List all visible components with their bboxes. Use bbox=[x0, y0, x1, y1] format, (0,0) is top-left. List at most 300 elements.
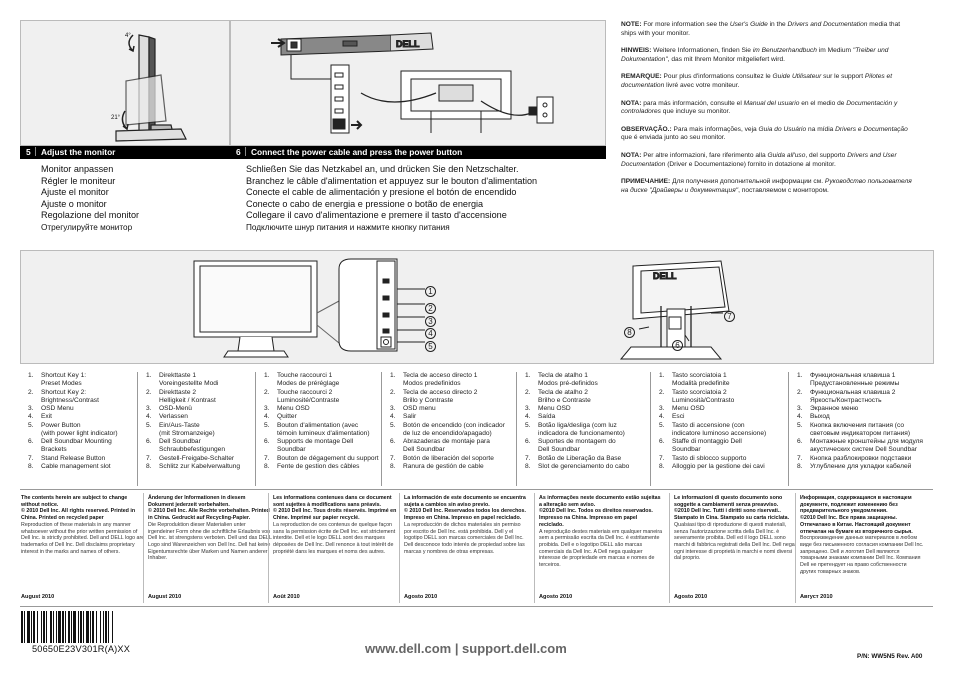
legend-item bbox=[659, 380, 791, 388]
step6-line: Branchez le câble d'alimentation et appuyez sur le bouton d'alimentation bbox=[246, 175, 538, 186]
legend-item bbox=[659, 372, 791, 380]
legend-item bbox=[264, 380, 396, 388]
legend-item-text: Botão de Liberação da Base bbox=[538, 454, 622, 462]
legend-item bbox=[659, 438, 791, 446]
step5-line: Regolazione del monitor bbox=[41, 210, 140, 221]
legal-text: Воспроизведение данных материалов в любом виде без письменного согласия компании Dell Inc. запрещено. Dell и логотип Dell являются товарными знаками компании Dell Inc. Компания Dell не претендует на право собственности других товарных знаков. bbox=[800, 535, 924, 575]
legend-item-number: 4. bbox=[525, 413, 531, 421]
step6-line: Conecte el cable de alimentación y presione el botón de encendido bbox=[246, 187, 517, 198]
legend-item-text: Shortcut Key 2: bbox=[41, 388, 87, 396]
monitor-features-panel bbox=[20, 250, 934, 364]
legal-notice bbox=[539, 495, 663, 569]
legend-item bbox=[28, 405, 160, 413]
legend-item-number bbox=[659, 397, 672, 405]
legal-text: Die Reproduktion dieser Materialien unter irgendeiner Form ohne die schriftliche Erlaubnis von Dell Inc. ist strengstens verboten. Dell und das DELL Logo sind Warenzeichen von Dell Inc. Dell hat keine Eigentumsrechte über Marken und Namen anderer Inhaber. bbox=[148, 521, 272, 562]
legend-item-number: 6. bbox=[146, 438, 152, 445]
tilt-down-angle-label: 21° bbox=[111, 115, 121, 121]
legend-item bbox=[797, 430, 929, 438]
legend-item-text: Direkttaste 1 bbox=[159, 372, 197, 379]
legend-item-text: Fente de gestion des câbles bbox=[277, 462, 360, 470]
legend-item-number: 5. bbox=[659, 421, 665, 429]
legend-item-text: Углубление для укладки кабелей bbox=[810, 462, 912, 470]
legend-item-text: Botón de liberación del soporte bbox=[403, 454, 494, 462]
legend-item-number: 8. bbox=[264, 462, 270, 470]
legend-item-text: indicadora de funcionamento) bbox=[538, 429, 625, 437]
legend-item-number: 6. bbox=[264, 438, 270, 445]
legend-item bbox=[390, 413, 522, 421]
print-date: Agosto 2010 bbox=[674, 594, 708, 600]
legend-item-text: OSD menu bbox=[403, 405, 436, 412]
legend-item-text: Menu OSD bbox=[672, 405, 705, 412]
legend-item-text: Tecla de acceso directo 2 bbox=[403, 388, 478, 396]
part-number: P/N: WW5N5 Rev. A00 bbox=[857, 653, 923, 660]
legend-item-text: Salir bbox=[403, 413, 417, 421]
legend-item-number: 5. bbox=[797, 421, 803, 429]
legend-item-number: 2. bbox=[390, 388, 396, 396]
legend-item-text: Brilho e Contraste bbox=[538, 396, 591, 404]
legend-item-number bbox=[28, 397, 41, 405]
legend-item bbox=[390, 422, 522, 430]
legend-item-text: Bouton d'alimentation (avec bbox=[277, 421, 359, 429]
legend-item bbox=[28, 397, 160, 405]
legend-item-text: Menu OSD bbox=[277, 405, 310, 412]
legend-item bbox=[390, 389, 522, 397]
legend-item bbox=[659, 430, 791, 438]
legend-item-text: Tasto scorciatoia 2 bbox=[672, 388, 727, 396]
step5-line: Ajuste o monitor bbox=[41, 198, 107, 209]
legend-item-number: 8. bbox=[525, 462, 531, 470]
legend-item bbox=[264, 397, 396, 405]
legend-item bbox=[146, 389, 278, 397]
legend-item-number: 3. bbox=[797, 405, 803, 412]
legend-item-number bbox=[264, 430, 277, 438]
print-date: August 2010 bbox=[148, 594, 182, 600]
legend-item-number: 6. bbox=[525, 438, 531, 445]
legend-item-text: Dell Soundbar bbox=[403, 446, 445, 454]
legend-item-text: Brillo y Contraste bbox=[403, 396, 454, 404]
legend-item bbox=[146, 430, 278, 438]
legend-item bbox=[797, 446, 929, 454]
step6-line: Подключите шнур питания и нажмите кнопку питания bbox=[246, 222, 450, 232]
legend-item bbox=[797, 463, 929, 471]
legend-item bbox=[797, 380, 929, 388]
legend-item-text: Direkttaste 2 bbox=[159, 388, 197, 396]
legend-item-number bbox=[146, 380, 159, 388]
legend-item bbox=[28, 389, 160, 397]
barcode bbox=[21, 611, 159, 643]
legend-item-number bbox=[264, 380, 277, 388]
legend-divider bbox=[788, 372, 789, 486]
legend-item bbox=[390, 380, 522, 388]
power-cable-illustration bbox=[231, 21, 607, 147]
legend-item bbox=[525, 405, 657, 413]
step6-line: Conecte o cabo de energia e pressione o botão de energia bbox=[246, 198, 484, 209]
callout-4: 4 bbox=[425, 323, 436, 341]
legend-item bbox=[146, 397, 278, 405]
legend-item-text: Brightness/Contrast bbox=[41, 396, 99, 404]
legend-item-number: 1. bbox=[659, 372, 665, 379]
legend-item-number bbox=[264, 446, 277, 454]
legend-item bbox=[146, 372, 278, 380]
legend-item-text: OSD-Menü bbox=[159, 405, 192, 412]
legend-item-text: Touche raccourci 1 bbox=[277, 372, 333, 379]
legend-item-text: Dell Soundbar bbox=[159, 438, 201, 445]
legend-item-text: Supports de montage Dell bbox=[277, 438, 354, 445]
step5-line: Ajuste el monitor bbox=[41, 187, 109, 198]
legal-text: Les informations contenues dans ce document sont sujettes à modifications sans préavis. bbox=[273, 495, 392, 508]
legend-item-number: 5. bbox=[264, 421, 270, 429]
legend-column bbox=[525, 372, 657, 471]
legend-item-text: Botón de encendido (con indicador bbox=[403, 421, 505, 429]
legend-item-number bbox=[797, 397, 810, 405]
legend-item-text: Power Button bbox=[41, 421, 81, 429]
legal-notice bbox=[148, 495, 272, 562]
legend-item bbox=[28, 372, 160, 380]
legend-item bbox=[390, 372, 522, 380]
step6-title: Connect the power cable and press the power button bbox=[251, 147, 463, 157]
step5-line: Monitor anpassen bbox=[41, 164, 114, 174]
legend-item-text: Touche raccourci 2 bbox=[277, 388, 333, 396]
legend-item-number: 1. bbox=[28, 372, 34, 379]
legend-item bbox=[264, 389, 396, 397]
legend-item bbox=[525, 455, 657, 463]
legal-text: © 2010 Dell Inc. Tous droits réservés. Imprimé en Chine. Imprimé sur papier recyclé. bbox=[273, 508, 397, 522]
legend-item-text: OSD Menu bbox=[41, 405, 74, 412]
legend-item bbox=[659, 389, 791, 397]
callout-6: 6 bbox=[672, 335, 683, 353]
legend-item-number: 8. bbox=[797, 462, 803, 470]
legend-item-text: акустических систем Dell Soundbar bbox=[810, 446, 917, 454]
legend-item bbox=[797, 413, 929, 421]
legal-text: La reproduction de ces contenus de quelque façon sans la permission écrite de Dell Inc. est strictement interdite. Dell et le logo DELL sont des marques déposées de Dell Inc. Dell renonce à tout intérêt de propriété dans les marques et noms des autres. bbox=[273, 521, 396, 555]
note-en: NOTE: For more information see the User's Guide in the Drivers and Documentation media that ships with your monitor. bbox=[621, 21, 901, 37]
legend-item-text: Tasto di sblocco supporto bbox=[672, 454, 747, 462]
legal-text: ©2010 Dell Inc. Tutti i diritti sono riservati.. Stampato in Cina. Stampato su carta riciclata. bbox=[674, 508, 790, 522]
legend-item-text: Tasto di accensione (con bbox=[672, 421, 745, 429]
legal-text: ©2010 Dell Inc. Todos os direitos reservados. Impresso na China. Impresso em papel reciclado. bbox=[539, 508, 653, 528]
legend-column bbox=[797, 372, 929, 471]
print-date: Август 2010 bbox=[800, 594, 833, 600]
legend-item-text: Preset Modes bbox=[41, 380, 82, 388]
legend-divider bbox=[255, 372, 256, 486]
legal-divider bbox=[399, 493, 400, 603]
legal-top-rule bbox=[20, 489, 933, 490]
legend-item-number bbox=[390, 397, 403, 405]
legend-item-text: de luz de encendido/apagado) bbox=[403, 429, 492, 437]
legend-item bbox=[797, 422, 929, 430]
legend-item bbox=[525, 430, 657, 438]
legend-item-number bbox=[525, 430, 538, 438]
legal-notice bbox=[404, 495, 528, 555]
legend-item-text: indicatore luminoso accensione) bbox=[672, 429, 767, 437]
legend-item bbox=[525, 389, 657, 397]
legend-item-number: 6. bbox=[659, 438, 665, 445]
legend-item bbox=[28, 380, 160, 388]
legend-item-number bbox=[659, 380, 672, 388]
legal-text: ©2010 Dell Inc. Все права защищены. Отпечатано в Китае. Настоящий документ отпечатан на бумаге из вторичного сырья. bbox=[800, 515, 913, 535]
legal-notice bbox=[21, 495, 145, 555]
legend-item bbox=[28, 446, 160, 454]
legend-item-number bbox=[146, 446, 159, 454]
legend-item-text: Cable management slot bbox=[41, 462, 111, 470]
legal-bottom-rule bbox=[20, 606, 933, 607]
step5-number: 5 bbox=[26, 147, 31, 157]
legend-item bbox=[525, 397, 657, 405]
legend-item-text: Staffe di montaggio Dell bbox=[672, 438, 742, 445]
legend-item-number: 8. bbox=[390, 462, 396, 470]
dell-logo-label: DELL bbox=[396, 39, 420, 49]
legend-item bbox=[525, 446, 657, 454]
legend-item-text: Shortcut Key 1: bbox=[41, 372, 87, 379]
step5-line: Отрегулируйте монитор bbox=[41, 222, 133, 232]
legend-item bbox=[28, 438, 160, 446]
legend-item-text: Saída bbox=[538, 413, 556, 421]
legend-item-text: Dell Soundbar bbox=[538, 446, 580, 454]
legend-item-number bbox=[28, 380, 41, 388]
legend-item-number: 7. bbox=[525, 454, 531, 462]
legend-item-text: Кнопка разблокировки подставки bbox=[810, 454, 912, 462]
print-date: August 2010 bbox=[21, 594, 55, 600]
legend-item-number: 7. bbox=[390, 454, 396, 462]
legend-item-number: 3. bbox=[659, 405, 665, 412]
step5-translations bbox=[41, 164, 139, 234]
legend-item-text: Ein/Aus-Taste bbox=[159, 421, 200, 429]
legend-item-number: 3. bbox=[28, 405, 34, 412]
legend-item-number: 3. bbox=[146, 405, 152, 412]
legend-item-text: Schlitz zur Kabelverwaltung bbox=[159, 462, 240, 470]
legend-item bbox=[525, 380, 657, 388]
monitor-tilt-illustration bbox=[21, 21, 231, 147]
legend-item-number bbox=[390, 380, 403, 388]
legend-divider bbox=[137, 372, 138, 486]
legend-item-number: 2. bbox=[264, 388, 270, 396]
note-fr: REMARQUE: Pour plus d'informations consultez le Guide Utilisateur sur le support Pilotes et documentation livré avec votre moniteur. bbox=[621, 73, 893, 89]
legend-item bbox=[146, 438, 278, 446]
legend-item-text: Tasto scorciatoia 1 bbox=[672, 372, 727, 379]
legal-text: Änderung der Informationen in diesem Dokument jederzeit vorbehalten. bbox=[148, 495, 246, 508]
legend-item-text: Modes de préréglage bbox=[277, 380, 340, 388]
legend-item-text: (with power light indicator) bbox=[41, 429, 118, 437]
legend-item bbox=[28, 455, 160, 463]
note-de: HINWEIS: Weitere Informationen, finden Sie im Benutzerhandbuch im Medium "Treiber und Dokumentation", das mit Ihrem Monitor mitgeliefert wird. bbox=[621, 47, 889, 63]
legend-item-text: Soundbar bbox=[672, 446, 701, 454]
website-links[interactable]: www.dell.com | support.dell.com bbox=[365, 641, 567, 656]
legend-item-number: 5. bbox=[28, 421, 34, 429]
legend-column bbox=[28, 372, 160, 471]
legend-item-text: Exit bbox=[41, 413, 52, 421]
legend-item bbox=[390, 438, 522, 446]
legal-divider bbox=[669, 493, 670, 603]
legend-item bbox=[659, 446, 791, 454]
legend-item-text: Modos predefinidos bbox=[403, 380, 461, 388]
legal-text: The contents herein are subject to change without notice. bbox=[21, 495, 128, 508]
legend-item-number: 1. bbox=[525, 372, 531, 379]
legend-item-number bbox=[264, 397, 277, 405]
legend-item bbox=[390, 405, 522, 413]
legend-item-text: Tecla de atalho 2 bbox=[538, 388, 588, 396]
legend-item-number bbox=[28, 430, 41, 438]
legend-item-number: 5. bbox=[525, 421, 531, 429]
legend-item-number: 2. bbox=[659, 388, 665, 396]
legend-item-number: 7. bbox=[146, 454, 152, 462]
print-date: Agosto 2010 bbox=[404, 594, 438, 600]
legal-notice bbox=[800, 495, 924, 575]
legend-item-number: 2. bbox=[146, 388, 152, 396]
callout-3: 3 bbox=[425, 311, 436, 329]
legend-item-number: 4. bbox=[390, 413, 396, 421]
legend-item bbox=[390, 397, 522, 405]
legend-item bbox=[264, 430, 396, 438]
legend-item-text: Suportes de montagem do bbox=[538, 438, 616, 445]
legend-item bbox=[525, 422, 657, 430]
legend-item bbox=[146, 422, 278, 430]
legend-item-text: Verlassen bbox=[159, 413, 188, 421]
legend-item bbox=[659, 463, 791, 471]
legal-divider bbox=[534, 493, 535, 603]
legend-item-number: 6. bbox=[390, 438, 396, 445]
legend-item bbox=[28, 430, 160, 438]
legend-item-text: Bouton de dégagement du support bbox=[277, 454, 379, 462]
legend-column bbox=[146, 372, 278, 471]
legend-item bbox=[264, 372, 396, 380]
legend-item-text: Alloggio per la gestione dei cavi bbox=[672, 462, 765, 470]
legend-item-number bbox=[797, 380, 810, 388]
legend-item bbox=[659, 413, 791, 421]
step5-header bbox=[20, 146, 230, 159]
legend-column bbox=[390, 372, 522, 471]
callout-1: 1 bbox=[425, 285, 436, 297]
legend-item bbox=[525, 413, 657, 421]
legend-column bbox=[659, 372, 791, 471]
legend-item-text: Botão liga/desliga (com luz bbox=[538, 421, 617, 429]
legal-divider bbox=[143, 493, 144, 603]
callout-8: 8 bbox=[624, 322, 635, 340]
legend-item bbox=[659, 455, 791, 463]
legend-item bbox=[264, 455, 396, 463]
legend-item-number: 1. bbox=[390, 372, 396, 379]
legend-item-number bbox=[525, 446, 538, 454]
legend-item-text: Кнопка включения питания (со bbox=[810, 421, 905, 429]
monitor-features-illustration bbox=[21, 251, 935, 365]
legend-item-text: Dell Soundbar Mounting bbox=[41, 438, 112, 445]
legend-item-number bbox=[797, 430, 810, 438]
legend-item bbox=[390, 455, 522, 463]
legal-text: © 2010 Dell Inc. Reservados todos los derechos. Impreso en China. Impreso en papel reciclado. bbox=[404, 508, 526, 522]
legend-item bbox=[797, 372, 929, 380]
legal-divider bbox=[268, 493, 269, 603]
legend-item bbox=[264, 413, 396, 421]
legend-item-number: 8. bbox=[146, 462, 152, 470]
legend-item-text: Функциональная клавиша 2 bbox=[810, 388, 896, 396]
legend-item-number bbox=[390, 430, 403, 438]
legend-column bbox=[264, 372, 396, 471]
legal-text: Информация, содержащаяся в настоящем документе, подлежит изменению без предварительного уведомления. bbox=[800, 495, 912, 515]
legend-item bbox=[264, 405, 396, 413]
legal-divider bbox=[795, 493, 796, 603]
legend-item-text: Tecla de acceso directo 1 bbox=[403, 372, 478, 379]
legend-item-number: 7. bbox=[659, 454, 665, 462]
step6-number: 6 bbox=[236, 147, 241, 157]
legend-item bbox=[146, 413, 278, 421]
legend-item-text: Экранное меню bbox=[810, 405, 859, 412]
legend-item-text: Schraubbefestigungen bbox=[159, 446, 225, 454]
legend-item-number: 7. bbox=[264, 454, 270, 462]
legend-item bbox=[390, 463, 522, 471]
callout-2: 2 bbox=[425, 298, 436, 316]
legend-item-number bbox=[797, 446, 810, 454]
legend-item-number bbox=[146, 397, 159, 405]
legend-item-text: Menu OSD bbox=[538, 405, 571, 412]
legal-text: Qualsiasi tipo di riproduzione di questi materiali, senza l'autorizzazione scritta della Dell Inc. è severamente proibita. Dell ed il logo DELL sono marchi di fabbrica registrati della Dell Inc. Dell nega ogni interesse di proprietà in marchi e nomi diversi dal proprio. bbox=[674, 521, 795, 562]
notes-column bbox=[621, 21, 916, 204]
legal-text: La reproducción de dichos materiales sin permiso por escrito de Dell Inc. está prohibida. Dell y el logotipo DELL son marcas comerciales de Dell Inc. Dell desconoce todo interés de propiedad sobre las marcas y nombres de otras empresas. bbox=[404, 521, 525, 555]
legal-text: Reproduction of these materials in any manner whatsoever without the prior written permission of Dell Inc. is strictly prohibited. Dell and DELL logo are trademarks of Dell Inc. Dell disclaims proprietary interest in the marks and names of others. bbox=[21, 521, 145, 555]
legend-item-number: 5. bbox=[390, 421, 396, 429]
legend-item-number: 4. bbox=[146, 413, 152, 421]
legend-item bbox=[659, 405, 791, 413]
legend-item-number: 4. bbox=[797, 413, 803, 421]
legend-item-number: 6. bbox=[28, 438, 34, 445]
legend-item bbox=[264, 446, 396, 454]
barcode-text: 50650E23V301R(A)XX bbox=[32, 644, 131, 654]
legend-item-number: 3. bbox=[390, 405, 396, 412]
legend-item bbox=[264, 422, 396, 430]
legend-item bbox=[28, 413, 160, 421]
legend-item-text: Luminosité/Contraste bbox=[277, 396, 340, 404]
legend-divider bbox=[516, 372, 517, 486]
legend-item-text: (mit Stromanzeige) bbox=[159, 429, 215, 437]
step5-line: Régler le moniteur bbox=[41, 175, 116, 186]
legend-item bbox=[525, 438, 657, 446]
legal-text: © 2010 Dell Inc. Alle Rechte vorbehalten. Printed in China. Gedruckt auf Recycling-Papier. bbox=[148, 508, 270, 522]
note-it: NOTA: Per altre informazioni, fare riferimento alla Guida all'uso, del supporto Drivers and User Documentation (Driver e Documentazione) fornito in dotazione al monitor. bbox=[621, 151, 897, 168]
legend-item-number: 7. bbox=[28, 454, 34, 462]
rear-dell-logo-label: DELL bbox=[653, 271, 677, 281]
callout-5: 5 bbox=[425, 336, 436, 354]
legend-item-number: 4. bbox=[28, 413, 34, 421]
step6-illustration-panel bbox=[230, 20, 606, 146]
legend-item-number bbox=[659, 446, 672, 454]
legend-item-number: 5. bbox=[146, 421, 152, 429]
step6-line: Collegare il cavo d'alimentazione e premere il tasto d'accensione bbox=[246, 210, 507, 221]
legal-text: A reprodução destes materiais em qualquer maneira sem a permissão escrita da Dell Inc. é estritamente proibida. Dell e o logotipo DELL são marcas comerciais da Dell Inc. A Dell nega qualquer interesse de propriedade em marcas e nomes de terceiros. bbox=[539, 528, 663, 569]
legend-item bbox=[390, 430, 522, 438]
legend-item-text: Предустановленные режимы bbox=[810, 380, 900, 388]
note-es: NOTA: para más información, consulte el Manual del usuario en el medio de Documentación y controladores que incluye su monitor. bbox=[621, 99, 898, 116]
legend-item bbox=[525, 372, 657, 380]
legend-item bbox=[525, 463, 657, 471]
legend-item-text: Voreingestellte Modi bbox=[159, 380, 219, 388]
legend-item bbox=[146, 405, 278, 413]
legend-item bbox=[390, 446, 522, 454]
legend-item-number: 8. bbox=[28, 462, 34, 470]
legend-item bbox=[659, 422, 791, 430]
legend-item-text: световым индикатором питания) bbox=[810, 429, 911, 437]
legend-item-number: 3. bbox=[525, 405, 531, 412]
legend-item-number bbox=[28, 446, 41, 454]
legal-text: La información de este documento se encuentra sujeta a cambios sin aviso previo. bbox=[404, 495, 526, 508]
legal-text: As informações neste documento estão sujeitas a alteração sem aviso. bbox=[539, 495, 661, 508]
legend-item bbox=[146, 446, 278, 454]
legend-item-number: 4. bbox=[659, 413, 665, 421]
legal-notice bbox=[273, 495, 397, 555]
legend-item-text: Ranura de gestión de cable bbox=[403, 462, 484, 470]
legend-item-number: 3. bbox=[264, 405, 270, 412]
legend-item-number bbox=[390, 446, 403, 454]
legend-divider bbox=[381, 372, 382, 486]
tilt-up-angle-label: 4° bbox=[125, 33, 131, 39]
legend-item-text: Яркость/Контрастность bbox=[810, 396, 882, 404]
